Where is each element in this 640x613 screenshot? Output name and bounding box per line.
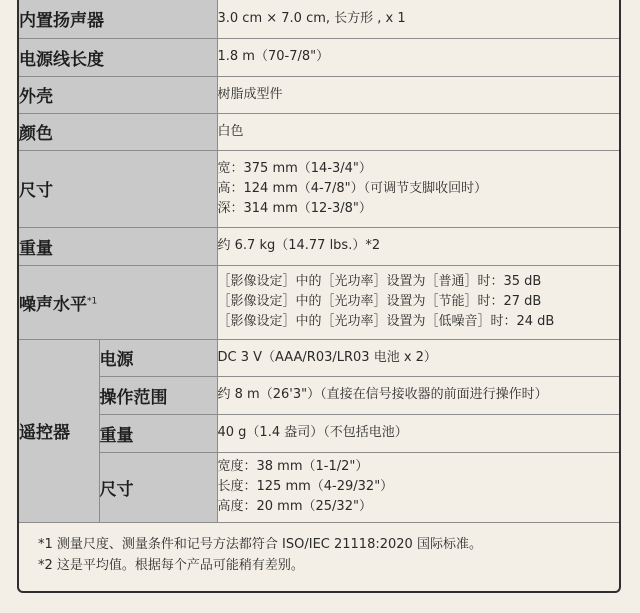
row-label [19, 265, 217, 339]
row-label: 颜色 [19, 113, 217, 150]
spec-sheet [17, 0, 621, 593]
table-row [19, 376, 619, 414]
remote-label: 遥控器 [19, 339, 99, 522]
remote-height: 高度：20 mm（25/32"） [217, 499, 372, 514]
table-row [19, 76, 619, 113]
row-label: 内置扬声器 [19, 0, 217, 38]
noise-eco: ［影像设定］中的［光功率］设置为［节能］时：27 dB [217, 294, 542, 309]
noise-label: 噪声水平 [19, 294, 87, 315]
row-value: 约 6.7 kg（14.77 lbs.）*2 [217, 227, 619, 265]
row-label: 重量 [99, 414, 217, 452]
noise-normal: ［影像设定］中的［光功率］设置为［普通］时：35 dB [217, 274, 542, 289]
table-row [19, 265, 619, 339]
row-value [217, 265, 619, 339]
row-label: 尺寸 [19, 150, 217, 227]
row-label: 电源线长度 [19, 38, 217, 76]
footnote-1: *1 测量尺度、测量条件和记号方法都符合 ISO/IEC 21118:2020 国际标准。 [38, 537, 482, 552]
remote-width: 宽度：38 mm（1-1/2"） [217, 459, 369, 474]
table-row [19, 38, 619, 76]
row-value [217, 150, 619, 227]
row-value: 40 g（1.4 盎司）（不包括电池） [217, 414, 619, 452]
row-value [217, 452, 619, 522]
spec-table [19, 0, 619, 523]
footnote-2: *2 这是平均值。根据每个产品可能稍有差别。 [38, 558, 304, 573]
footnotes [38, 534, 482, 576]
row-label: 重量 [19, 227, 217, 265]
dimension-width: 宽：375 mm（14-3/4"） [217, 160, 372, 176]
row-value: 1.8 m（70-7/8"） [217, 38, 619, 76]
row-value: 树脂成型件 [217, 76, 619, 113]
row-value: 约 8 m（26'3"）（直接在信号接收器的前面进行操作时） [217, 376, 619, 414]
table-row [19, 414, 619, 452]
row-label: 尺寸 [99, 452, 217, 522]
table-row [19, 452, 619, 522]
table-row [19, 227, 619, 265]
row-label: 操作范围 [99, 376, 217, 414]
row-value: 3.0 cm × 7.0 cm, 长方形 , x 1 [217, 0, 619, 38]
footnote-marker: *1 [87, 295, 98, 306]
dimension-depth: 深：314 mm（12-3/8"） [217, 200, 372, 216]
table-row [19, 113, 619, 150]
remote-length: 长度：125 mm（4-29/32"） [217, 479, 394, 494]
row-value: 白色 [217, 113, 619, 150]
row-label: 电源 [99, 339, 217, 376]
row-label: 外壳 [19, 76, 217, 113]
row-value: DC 3 V（AAA/R03/LR03 电池 x 2） [217, 339, 619, 376]
table-row [19, 150, 619, 227]
dimension-height: 高：124 mm（4-7/8"）（可调节支脚收回时） [217, 180, 488, 196]
table-row [19, 339, 619, 376]
table-row [19, 0, 619, 38]
noise-low: ［影像设定］中的［光功率］设置为［低噪音］时：24 dB [217, 314, 555, 329]
